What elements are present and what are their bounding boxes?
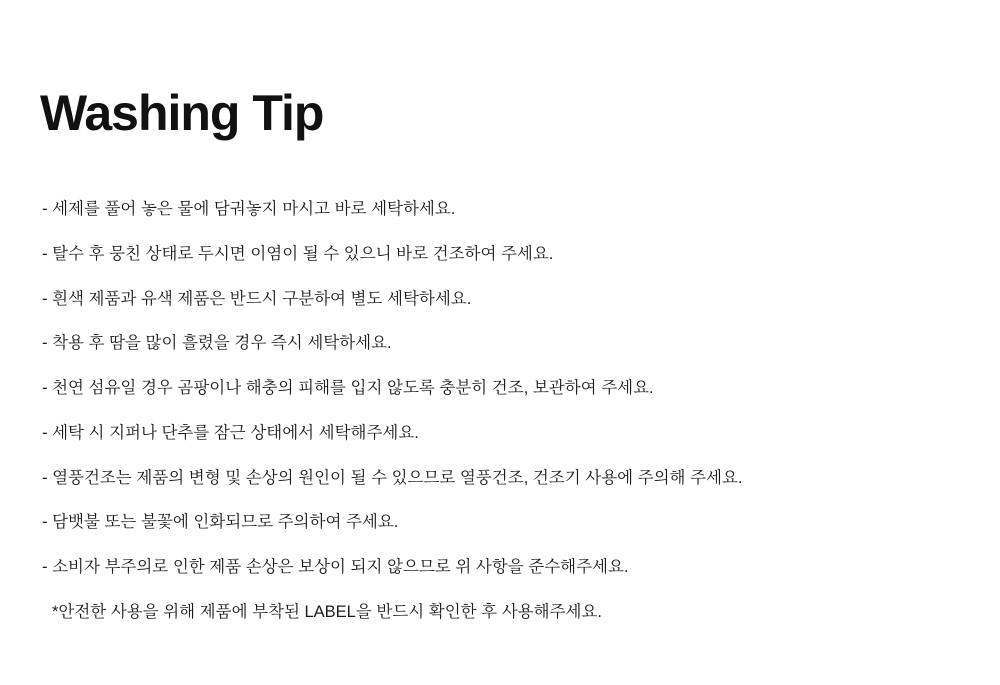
list-item: - 열풍건조는 제품의 변형 및 손상의 원인이 될 수 있으므로 열풍건조, 건조기 사용에 주의해 주세요.	[42, 468, 743, 487]
list-item: - 세제를 풀어 놓은 물에 담궈놓지 마시고 바로 세탁하세요.	[42, 200, 456, 218]
tip-list	[42, 198, 960, 623]
list-item: - 세탁 시 지퍼나 단추를 잠근 상태에서 세탁해주세요.	[42, 423, 419, 442]
list-item: - 소비자 부주의로 인한 제품 손상은 보상이 되지 않으므로 위 사항을 준수해주세요.	[42, 558, 629, 577]
list-item: - 착용 후 땀을 많이 흘렸을 경우 즉시 세탁하세요.	[42, 334, 392, 353]
page-title: Washing Tip	[40, 84, 324, 141]
list-item: - 탈수 후 뭉친 상태로 두시면 이염이 될 수 있으니 바로 건조하여 주세요.	[42, 244, 554, 263]
list-item: - 천연 섬유일 경우 곰팡이나 해충의 피해를 입지 않도록 충분히 건조, 보관하여 주세요.	[42, 379, 654, 398]
list-item: - 흰색 제품과 유색 제품은 반드시 구분하여 별도 세탁하세요.	[42, 289, 472, 308]
label-note: *안전한 사용을 위해 제품에 부착된 LABEL을 반드시 확인한 후 사용해주세요.	[52, 602, 602, 621]
list-item: - 담뱃불 또는 불꽃에 인화되므로 주의하여 주세요.	[42, 513, 399, 532]
